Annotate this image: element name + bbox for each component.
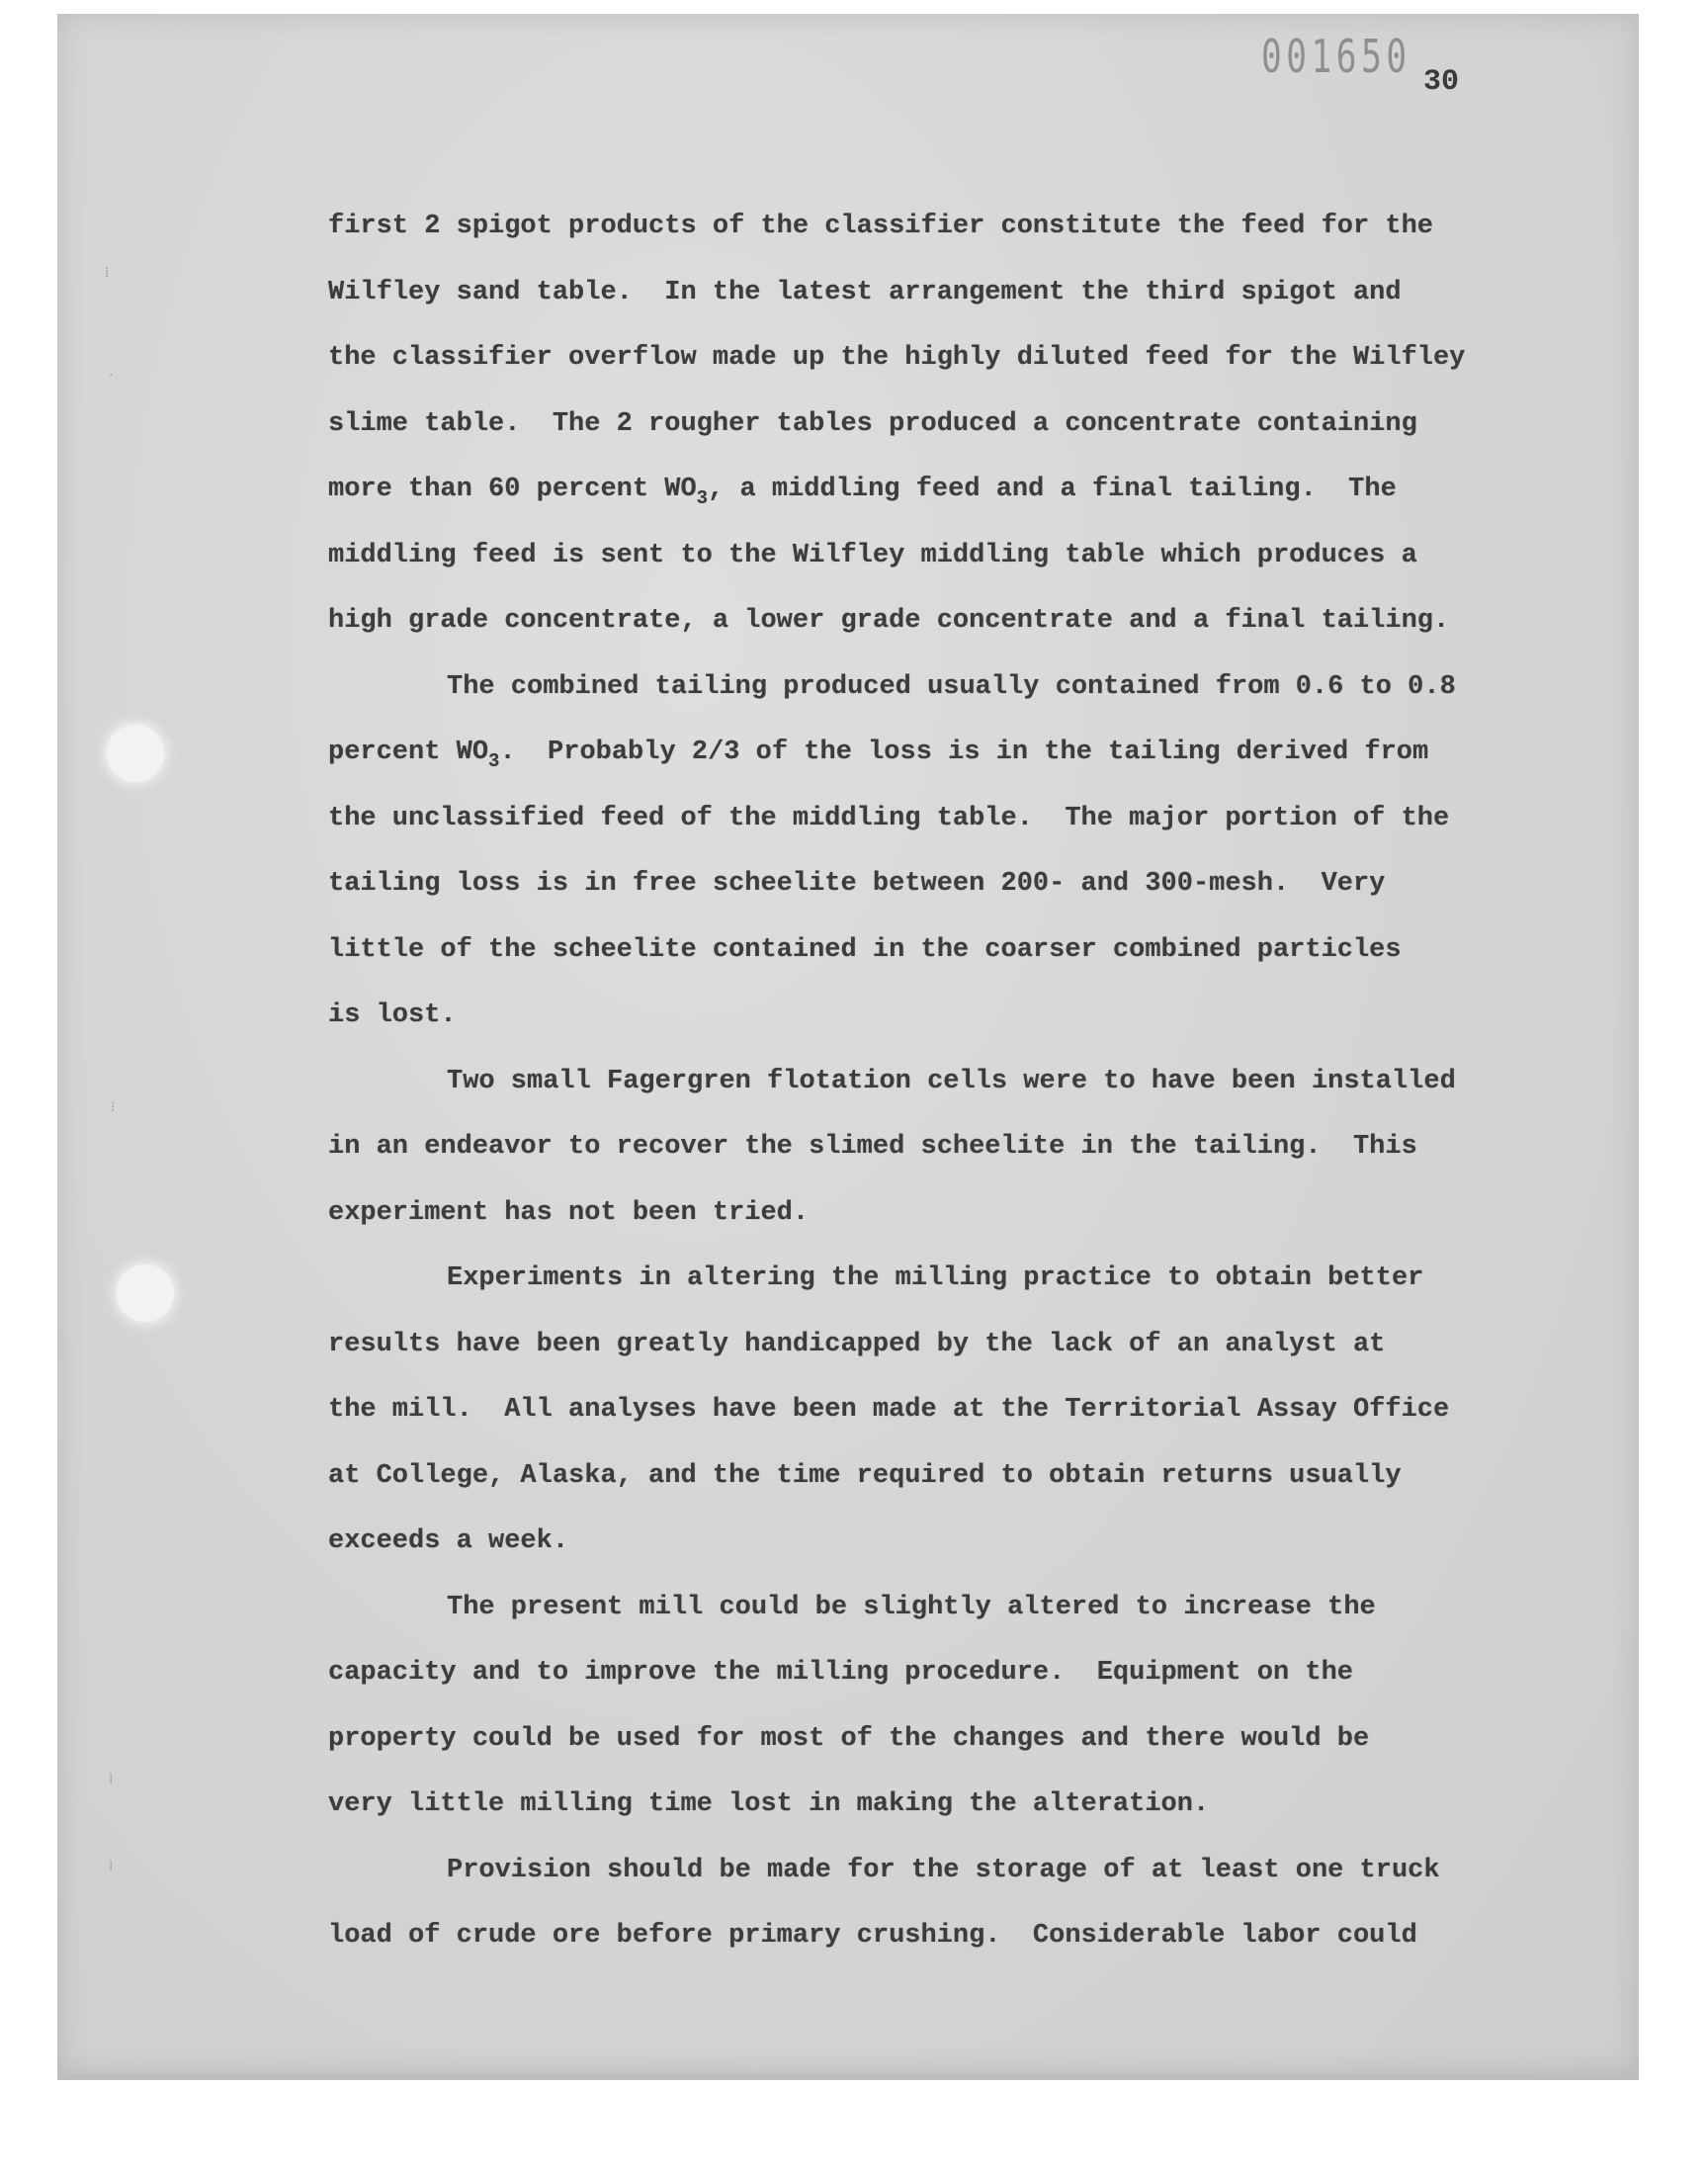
text-line: tailing loss is in free scheelite between 200- and 300-mesh. Very xyxy=(328,869,1386,899)
text-line: slime table. The 2 rougher tables produced a concentrate containing xyxy=(328,408,1417,439)
margin-mark: ⁞ xyxy=(109,1772,114,1787)
punch-hole xyxy=(117,1264,174,1322)
text-line: the unclassified feed of the middling table. The major portion of the xyxy=(328,803,1450,833)
subscript: 3 xyxy=(696,487,709,509)
text-line: The combined tailing produced usually contained from 0.6 to 0.8 xyxy=(447,671,1456,702)
text-line: Provision should be made for the storage of at least one truck xyxy=(447,1855,1440,1885)
text-line: Experiments in altering the milling practice to obtain better xyxy=(447,1263,1424,1293)
text-line: high grade concentrate, a lower grade concentrate and a final tailing. xyxy=(328,606,1450,636)
text-line: exceeds a week. xyxy=(328,1526,569,1556)
text-line: Wilfley sand table. In the latest arrangement the third spigot and xyxy=(328,277,1402,307)
page-edge xyxy=(57,2074,1639,2080)
text-line: first 2 spigot products of the classifier constitute the feed for the xyxy=(328,212,1433,241)
text-segment: . Probably 2/3 of the loss is in the tailing derived from xyxy=(499,738,1429,767)
text-line xyxy=(328,457,1514,523)
text-line: the mill. All analyses have been made at the Territorial Assay Office xyxy=(328,1395,1450,1425)
document-body xyxy=(328,194,1514,1969)
text-segment: more than 60 percent WO xyxy=(328,475,697,504)
text-line: the classifier overflow made up the highly diluted feed for the Wilfley xyxy=(328,343,1466,373)
text-segment: percent WO xyxy=(328,738,489,767)
text-line: Two small Fagergren flotation cells were to have been installed xyxy=(447,1066,1456,1096)
subscript: 3 xyxy=(488,750,500,772)
margin-mark: · xyxy=(109,368,114,384)
text-line: The present mill could be slightly altered to increase the xyxy=(447,1592,1376,1622)
text-line: capacity and to improve the milling procedure. Equipment on the xyxy=(328,1658,1353,1688)
text-line: property could be used for most of the changes and there would be xyxy=(328,1723,1370,1754)
document-stamp-number: 001650 xyxy=(1261,30,1411,83)
text-line: middling feed is sent to the Wilfley middling table which produces a xyxy=(328,540,1417,570)
punch-hole xyxy=(107,725,164,782)
margin-mark: ⁞ xyxy=(105,265,110,281)
margin-mark: ⁞ xyxy=(109,1859,114,1874)
text-line: in an endeavor to recover the slimed scheelite in the tailing. This xyxy=(328,1132,1417,1162)
text-line: is lost. xyxy=(328,1000,457,1030)
page-number: 30 xyxy=(1423,65,1460,99)
text-line: experiment has not been tried. xyxy=(328,1197,810,1228)
text-line: little of the scheelite contained in the coarser combined particles xyxy=(328,934,1402,965)
text-line: load of crude ore before primary crushing. Considerable labor could xyxy=(328,1921,1417,1951)
text-line: results have been greatly handicapped by the lack of an analyst at xyxy=(328,1329,1386,1359)
text-segment: , a middling feed and a final tailing. The xyxy=(708,475,1397,504)
text-line: very little milling time lost in making the alteration. xyxy=(328,1789,1210,1819)
text-line: at College, Alaska, and the time required to obtain returns usually xyxy=(328,1460,1402,1491)
text-line xyxy=(328,720,1514,786)
margin-mark: ⁝ xyxy=(111,1099,116,1115)
